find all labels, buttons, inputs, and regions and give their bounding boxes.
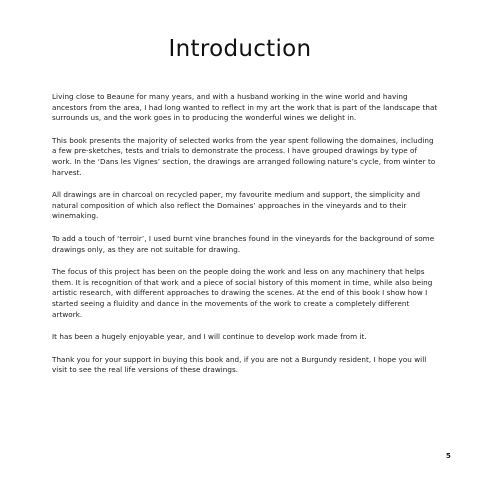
page-title: Introduction bbox=[168, 36, 312, 62]
paragraph-4: To add a touch of ‘terroir’, I used burnt vine branches found in the vineyards for the background of some drawings only, as they are not suitable for drawing. bbox=[52, 233, 435, 254]
paragraph-1: Living close to Beaune for many years, and with a husband working in the wine world and having ancestors from the area, I had long wanted to reflect in my art the work that is part of the landscape that surrounds us, and the work goes in to producing the wonderful wines we delight in. bbox=[52, 92, 438, 123]
paragraph-2: This book presents the majority of selected works from the year spent following the domaines, including a few pre-sketches, tests and trials to demonstrate the process. I have grouped drawings by type of work. In the ‘Dans les Vignes’ section, the drawings are arranged following nature’s cycle, from winter to harvest. bbox=[52, 135, 436, 177]
paragraph-3: All drawings are in charcoal on recycled paper, my favourite medium and support, the simplicity and natural composition of which also reflect the Domaines’ approaches in the vineyards and to their winemaking. bbox=[52, 190, 421, 221]
introduction-body bbox=[52, 92, 438, 388]
paragraph-7: Thank you for your support in buying this book and, if you are not a Burgundy resident, I hope you will visit to see the real life versions of these drawings. bbox=[52, 354, 427, 375]
page-number: 5 bbox=[446, 452, 451, 460]
paragraph-6: It has been a hugely enjoyable year, and I will continue to develop work made from it. bbox=[52, 332, 367, 342]
paragraph-5: The focus of this project has been on the people doing the work and less on any machinery that helps them. It is recognition of that work and a piece of social history of this moment in time, while also being artistic research, with different approaches to drawing the scenes. At the end of this book I show how I started seeing a fluidity and dance in the movements of the work to create a completely different artwork. bbox=[52, 267, 433, 319]
